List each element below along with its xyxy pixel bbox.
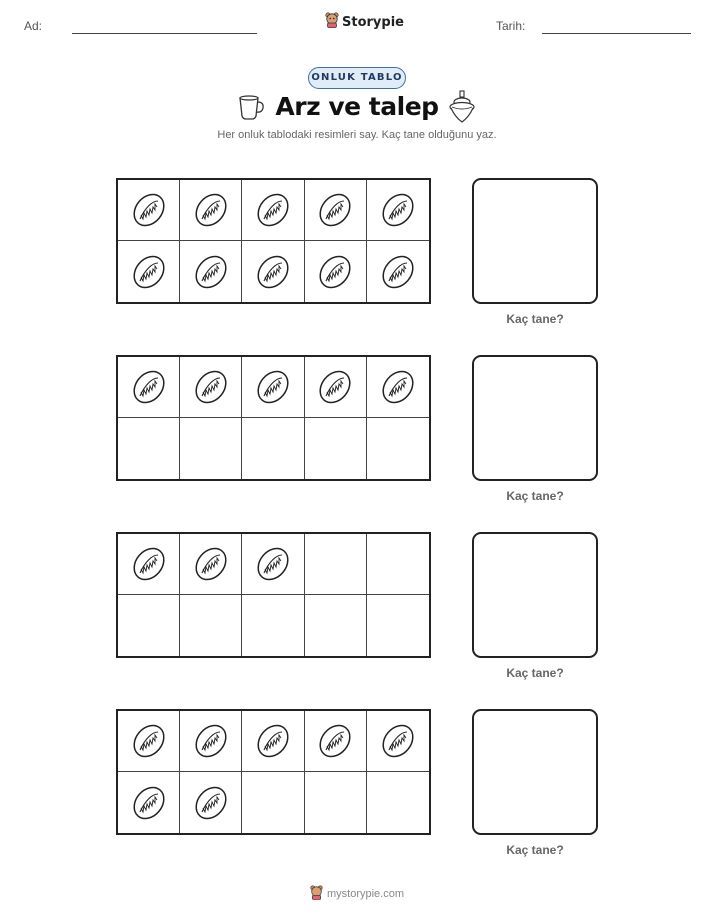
brand-name: Storypie bbox=[342, 15, 404, 30]
cowrie-shell-icon bbox=[377, 250, 419, 294]
ten-frame-cell bbox=[367, 241, 429, 302]
cowrie-shell-icon bbox=[190, 781, 232, 825]
cowrie-shell-icon bbox=[377, 188, 419, 232]
ten-frame-cell bbox=[242, 180, 304, 241]
ten-frame-cell bbox=[305, 534, 367, 595]
cowrie-shell-icon bbox=[314, 250, 356, 294]
cowrie-shell-icon bbox=[314, 365, 356, 409]
cowrie-shell-icon bbox=[252, 542, 294, 586]
name-label: Ad: bbox=[24, 19, 43, 33]
ten-frame-cell bbox=[367, 595, 429, 656]
ten-frame-cell bbox=[305, 711, 367, 772]
ten-frame-cell bbox=[180, 772, 242, 833]
cowrie-shell-icon bbox=[128, 781, 170, 825]
cowrie-shell-icon bbox=[314, 188, 356, 232]
page-title: Arz ve talep bbox=[275, 92, 439, 121]
cowrie-shell-icon bbox=[190, 365, 232, 409]
answer-box[interactable] bbox=[472, 709, 598, 835]
ten-frame bbox=[116, 532, 431, 658]
ten-frame-cell bbox=[367, 772, 429, 833]
cowrie-shell-icon bbox=[190, 542, 232, 586]
name-field[interactable] bbox=[72, 33, 257, 34]
ten-frame-cell bbox=[180, 418, 242, 479]
ten-frame-cell bbox=[305, 180, 367, 241]
answer-label: Kaç tane? bbox=[506, 843, 564, 857]
bear-logo-icon bbox=[310, 885, 323, 903]
ten-frame-cell bbox=[180, 180, 242, 241]
ten-frame-cell bbox=[118, 418, 180, 479]
brand-logo bbox=[325, 12, 404, 33]
ten-frame-cell bbox=[118, 711, 180, 772]
ten-frame-cell bbox=[118, 357, 180, 418]
ten-frame-cell bbox=[118, 180, 180, 241]
ten-frame-cell bbox=[242, 241, 304, 302]
ten-frame bbox=[116, 178, 431, 304]
spinning-top-icon bbox=[447, 90, 477, 129]
ten-frame-cell bbox=[118, 534, 180, 595]
worksheet-type-badge: ONLUK TABLO bbox=[308, 67, 406, 89]
cowrie-shell-icon bbox=[314, 719, 356, 763]
footer-url: mystorypie.com bbox=[326, 888, 405, 900]
footer bbox=[0, 885, 714, 903]
ten-frame-cell bbox=[305, 357, 367, 418]
ten-frame-cell bbox=[180, 534, 242, 595]
ten-frame-cell bbox=[242, 772, 304, 833]
ten-frame-cell bbox=[305, 772, 367, 833]
answer-label: Kaç tane? bbox=[506, 489, 564, 503]
bear-logo-icon bbox=[325, 12, 339, 33]
ten-frame-cell bbox=[305, 241, 367, 302]
ten-frame-cell bbox=[367, 418, 429, 479]
ten-frame-cell bbox=[180, 711, 242, 772]
ten-frame-cell bbox=[242, 357, 304, 418]
cowrie-shell-icon bbox=[128, 365, 170, 409]
ten-frame-cell bbox=[367, 534, 429, 595]
ten-frame-cell bbox=[118, 595, 180, 656]
ten-frame-cell bbox=[367, 357, 429, 418]
date-label: Tarih: bbox=[496, 19, 526, 33]
cowrie-shell-icon bbox=[128, 250, 170, 294]
cowrie-shell-icon bbox=[128, 542, 170, 586]
cowrie-shell-icon bbox=[128, 188, 170, 232]
ten-frame-cell bbox=[118, 772, 180, 833]
cowrie-shell-icon bbox=[190, 250, 232, 294]
cowrie-shell-icon bbox=[252, 365, 294, 409]
cowrie-shell-icon bbox=[190, 188, 232, 232]
ten-frame bbox=[116, 709, 431, 835]
instructions: Her onluk tablodaki resimleri say. Kaç tane olduğunu yaz. bbox=[217, 129, 497, 141]
ten-frame-cell bbox=[118, 241, 180, 302]
ten-frame-cell bbox=[367, 711, 429, 772]
answer-label: Kaç tane? bbox=[506, 666, 564, 680]
answer-box[interactable] bbox=[472, 178, 598, 304]
ten-frame bbox=[116, 355, 431, 481]
ten-frame-cell bbox=[367, 180, 429, 241]
ten-frame-cell bbox=[305, 595, 367, 656]
ten-frame-cell bbox=[242, 711, 304, 772]
cowrie-shell-icon bbox=[377, 365, 419, 409]
cowrie-shell-icon bbox=[252, 188, 294, 232]
answer-label: Kaç tane? bbox=[506, 312, 564, 326]
ten-frame-cell bbox=[180, 595, 242, 656]
date-field[interactable] bbox=[542, 33, 691, 34]
cowrie-shell-icon bbox=[252, 250, 294, 294]
ten-frame-cell bbox=[242, 595, 304, 656]
ten-frame-cell bbox=[180, 241, 242, 302]
cowrie-shell-icon bbox=[190, 719, 232, 763]
cowrie-shell-icon bbox=[128, 719, 170, 763]
answer-box[interactable] bbox=[472, 355, 598, 481]
ten-frame-cell bbox=[180, 357, 242, 418]
ten-frame-cell bbox=[242, 418, 304, 479]
ten-frame-cell bbox=[305, 418, 367, 479]
ten-frame-cell bbox=[242, 534, 304, 595]
cowrie-shell-icon bbox=[252, 719, 294, 763]
cowrie-shell-icon bbox=[377, 719, 419, 763]
answer-box[interactable] bbox=[472, 532, 598, 658]
